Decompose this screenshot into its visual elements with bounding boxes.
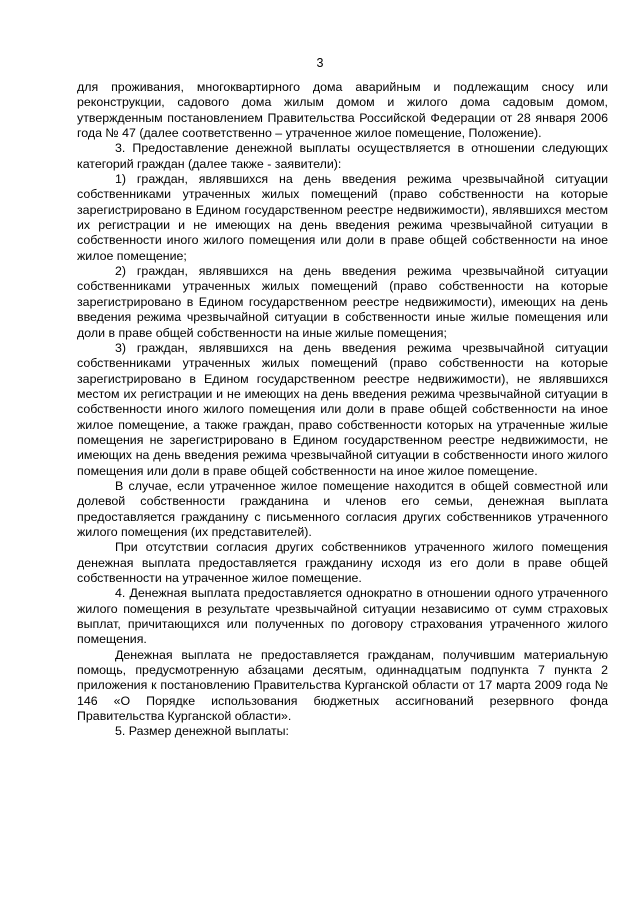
paragraph-no-consent: При отсутствии согласия других собственников утраченного жилого помещения денежная выплата предоставляется гражданину исходя из его доли в праве общей собственности на утраченное жилое помещение.	[77, 540, 608, 585]
paragraph-subclause-1: 1) граждан, являвшихся на день введения режима чрезвычайной ситуации собственниками утраченных жилых помещений (право собственности на которые зарегистрировано в Едином государственном реестре недвижимости), являвшихся местом их регистрации и не имеющих на день введения режима чрезвычайной ситуации в собственности иного жилого помещения или доли в праве общей собственности на иное жилое помещение;	[77, 172, 608, 263]
page-number: 3	[316, 56, 324, 70]
paragraph-joint-ownership: В случае, если утраченное жилое помещение находится в общей совместной или долевой собственности гражданина и членов его семьи, денежная выплата предоставляется гражданину с письменного согласия других собственников утраченного жилого помещения (их представителей).	[77, 478, 608, 539]
document-body	[77, 80, 608, 740]
paragraph-subclause-3: 3) граждан, являвшихся на день введения режима чрезвычайной ситуации собственниками утраченных жилых помещений (право собственности на которые зарегистрировано в Едином государственном реестре недвижимости), не являвшихся местом их регистрации и не имеющих на день введения режима чрезвычайной ситуации в собственности иного жилого помещения или доли в праве общей собственности на иное жилое помещение, а также граждан, право собственности которых на утраченные жилые помещения не зарегистрировано в Едином государственном реестре недвижимости, не имеющих на день введения режима чрезвычайной ситуации в собственности иного жилого помещения или доли в праве общей собственности на иное жилое помещение.	[77, 340, 608, 478]
paragraph-continuation: для проживания, многоквартирного дома аварийным и подлежащим сносу или реконструкции, садового дома жилым домом и жилого дома садовым домом, утвержденным постановлением Правительства Российской Федерации от 28 января 2006 года № 47 (далее соответственно – утраченное жилое помещение, Положение).	[77, 80, 608, 141]
paragraph-clause-4: 4. Денежная выплата предоставляется однократно в отношении одного утраченного жилого помещения в результате чрезвычайной ситуации независимо от сумм страховых выплат, причитающихся или полученных по договору страхования утраченного жилого помещения.	[77, 586, 608, 647]
paragraph-exclusion: Денежная выплата не предоставляется гражданам, получившим материальную помощь, предусмотренную абзацами десятым, одиннадцатым подпункта 7 пункта 2 приложения к постановлению Правительства Курганской области от 17 марта 2009 года № 146 «О Порядке использования бюджетных ассигнований резервного фонда Правительства Курганской области».	[77, 647, 608, 724]
paragraph-subclause-2: 2) граждан, являвшихся на день введения режима чрезвычайной ситуации собственниками утраченных жилых помещений (право собственности на которые зарегистрировано в Едином государственном реестре недвижимости), имеющих на день введения режима чрезвычайной ситуации в собственности иные жилые помещения или доли в праве общей собственности на иные жилые помещения;	[77, 264, 608, 340]
paragraph-clause-3: 3. Предоставление денежной выплаты осуществляется в отношении следующих категорий граждан (далее также - заявители):	[77, 141, 608, 171]
paragraph-clause-5: 5. Размер денежной выплаты:	[115, 724, 289, 739]
